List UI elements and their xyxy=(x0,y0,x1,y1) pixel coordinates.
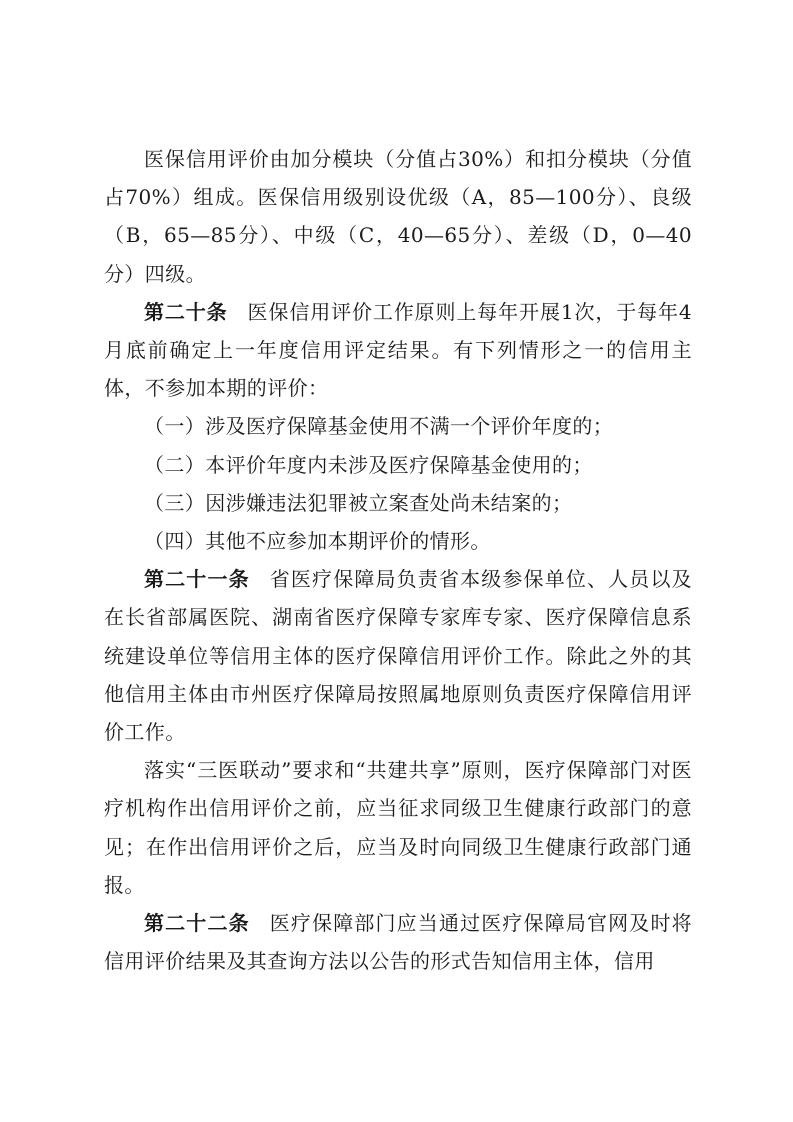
paragraph-text: （一）涉及医疗保障基金使用不满一个评价年度的； xyxy=(144,414,614,439)
paragraph-text: （三）因涉嫌违法犯罪被立案查处尚未结案的； xyxy=(144,490,573,515)
list-item-2 xyxy=(104,446,692,484)
paragraph-text: 医保信用评价由加分模块（分值占30%）和扣分模块（分值占70%）组成。医保信用级别设优级（A，85—100分）、良级（B，65—85分）、中级（C，40—65分）、差级（D，0—40分）四级。 xyxy=(104,147,692,286)
article-heading: 第二十二条 xyxy=(144,911,250,936)
paragraph-text: （四）其他不应参加本期评价的情形。 xyxy=(144,529,491,554)
list-item-4 xyxy=(104,522,692,560)
paragraph-text: 医保信用评价工作原则上每年开展1次，于每年4月底前确定上一年度信用评定结果。有下列情形之一的信用主体，不参加本期的评价： xyxy=(104,299,692,401)
list-item-3 xyxy=(104,484,692,522)
paragraph-text: 落实“三医联动”要求和“共建共享”原则，医疗保障部门对医疗机构作出信用评价之前，应当征求同级卫生健康行政部门的意见；在作出信用评价之后，应当及时向同级卫生健康行政部门通报。 xyxy=(104,758,692,897)
paragraph-article-20 xyxy=(104,293,692,408)
article-heading: 第二十条 xyxy=(144,299,228,324)
paragraph-credit-modules xyxy=(104,140,692,293)
paragraph-text: （二）本评价年度内未涉及医疗保障基金使用的； xyxy=(144,452,593,477)
list-item-1 xyxy=(104,407,692,445)
document-body xyxy=(104,140,692,980)
paragraph-article-21 xyxy=(104,560,692,751)
article-heading: 第二十一条 xyxy=(144,567,250,592)
paragraph-text: 省医疗保障局负责省本级参保单位、人员以及在长省部属医院、湖南省医疗保障专家库专家、医疗保障信息系统建设单位等信用主体的医疗保障信用评价工作。除此之外的其他信用主体由市州医疗保障局按照属地原则负责医疗保障信用评价工作。 xyxy=(104,567,692,745)
paragraph-text: 医疗保障部门应当通过医疗保障局官网及时将信用评价结果及其查询方法以公告的形式告知信用主体，信用 xyxy=(104,911,692,974)
paragraph-three-medical-linkage xyxy=(104,751,692,904)
paragraph-article-22 xyxy=(104,904,692,980)
